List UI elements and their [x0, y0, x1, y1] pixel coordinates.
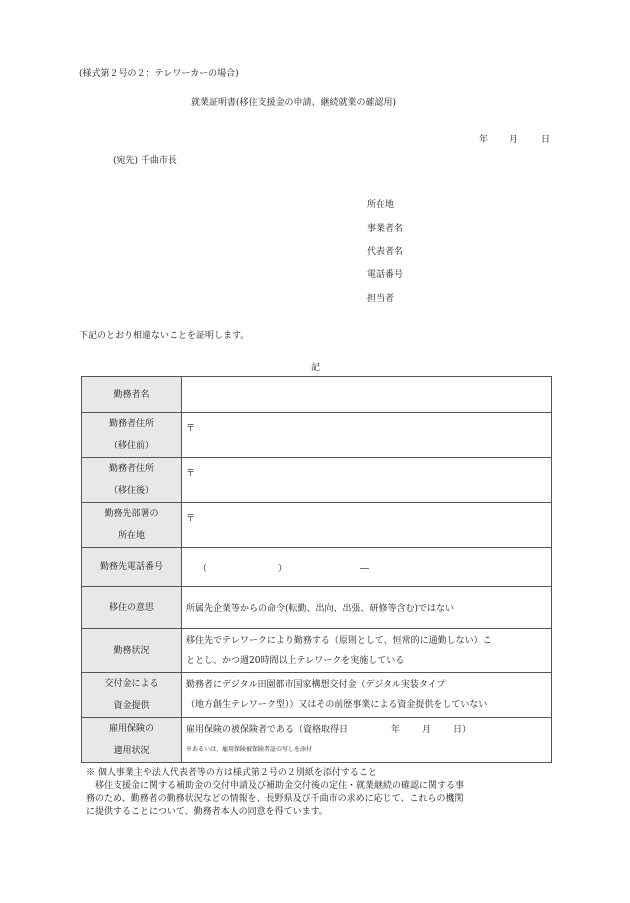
date-day-label: 日 — [541, 135, 551, 145]
address-before-label: 勤務者住所 （移住前） — [82, 413, 182, 458]
phone-field[interactable] — [182, 548, 552, 587]
office-location-label: 勤務先部署の 所在地 — [82, 503, 182, 548]
relocation-intent-label: 移住の意思 — [82, 587, 182, 629]
date-month-label: 月 — [509, 135, 519, 145]
table-row — [82, 629, 552, 673]
address-after-label: 勤務者住所 （移住後） — [82, 458, 182, 503]
employment-insurance-label: 雇用保険の 適用状況 — [82, 718, 182, 763]
grant-funding-value: 勤務者にデジタル田園都市国家構想交付金（デジタル実装タイプ （地方創生テレワーク型））又はその前歴事業による資金提供をしていない — [182, 673, 552, 718]
phone-dash: ― — [360, 563, 369, 574]
certification-statement: 下記のとおり相違ないことを証明します。 — [79, 331, 250, 341]
form-table — [81, 376, 552, 763]
page-title: 就業証明書(移住支援金の申請、継続就業の確認用) — [191, 98, 397, 108]
employer-field-representative: 代表者名 — [367, 247, 404, 257]
employer-field-company: 事業者名 — [367, 224, 404, 234]
address-after-field[interactable] — [182, 458, 552, 503]
work-status-label: 勤務状況 — [82, 629, 182, 673]
employer-field-phone: 電話番号 — [367, 270, 404, 280]
phone-paren-open: （ — [198, 563, 208, 574]
relocation-intent-value: 所属先企業等からの命令(転勤、出向、出張、研修等含む)ではない — [182, 587, 552, 629]
work-status-value: 移住先でテレワークにより勤務する（原則として、恒常的に通勤しない）こ ととし、かつ週20時間以上テレワークを実施している — [182, 629, 552, 673]
employer-field-address: 所在地 — [367, 200, 395, 210]
phone-paren-close: ） — [278, 563, 288, 574]
table-row — [82, 503, 552, 548]
table-row — [82, 458, 552, 503]
date-year-label: 年 — [479, 135, 489, 145]
insurance-day-label: 日） — [453, 725, 472, 735]
postal-mark: 〒 — [186, 468, 196, 479]
table-row — [82, 587, 552, 629]
insurance-year-label: 年 — [391, 725, 401, 735]
form-number: (様式第２号の２：テレワーカーの場合) — [79, 69, 239, 79]
employer-field-contact: 担当者 — [367, 294, 395, 304]
employment-insurance-value[interactable] — [182, 718, 552, 763]
insurance-month-label: 月 — [422, 725, 432, 735]
table-row — [82, 673, 552, 718]
sole-proprietor-note: ※ 個人事業主や法人代表者等の方は様式第２号の２別紙を添付すること — [86, 768, 377, 778]
addressee: (宛先) 千曲市長 — [113, 156, 177, 166]
table-row — [82, 548, 552, 587]
table-row — [82, 377, 552, 413]
consent-line-2: 務のため、勤務者の勤務状況などの情報を、長野県及び千曲市の求めに応じて、これらの機関 — [86, 794, 464, 804]
office-location-field[interactable] — [182, 503, 552, 548]
consent-line-3: に提供することについて、勤務者本人の同意を得ています。 — [86, 807, 328, 817]
postal-mark: 〒 — [186, 423, 196, 434]
consent-line-1: 移住支援金に関する補助金の交付申請及び補助金交付後の定住・就業継続の確認に関する事 — [95, 781, 465, 791]
grant-funding-label: 交付金による 資金提供 — [82, 673, 182, 718]
insurance-note: ※あるいは、雇用保険被保険者証の写しを添付 — [186, 746, 313, 753]
insurance-status-text: 雇用保険の被保険者である（資格取得日 — [186, 725, 349, 735]
worker-name-label: 勤務者名 — [82, 377, 182, 413]
table-row — [82, 413, 552, 458]
table-row — [82, 718, 552, 763]
worker-name-field[interactable] — [182, 377, 552, 413]
ki-label: 記 — [311, 363, 321, 373]
postal-mark: 〒 — [186, 513, 196, 524]
phone-label: 勤務先電話番号 — [82, 548, 182, 587]
address-before-field[interactable] — [182, 413, 552, 458]
